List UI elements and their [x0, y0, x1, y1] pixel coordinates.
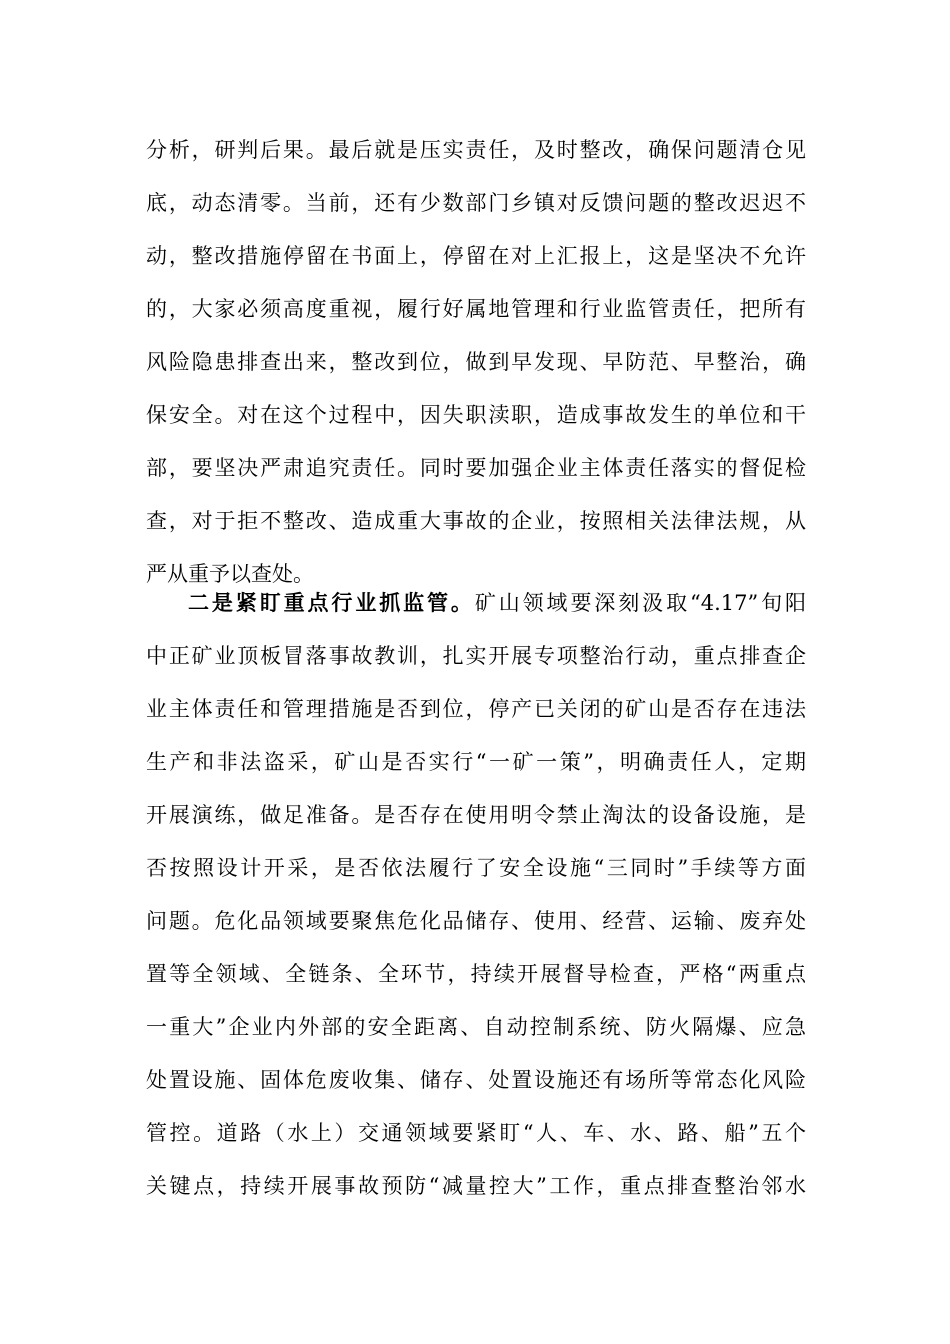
- text-line: 问题。危化品领域要聚焦危化品储存、使用、经营、运输、废弃处: [146, 909, 806, 933]
- text-line: 严从重予以查处。: [146, 562, 314, 586]
- text-line: 管控。道路（水上）交通领域要紧盯“人、车、水、路、船”五个: [146, 1121, 806, 1145]
- paragraph-2: [146, 577, 806, 1213]
- paragraph-1: [146, 124, 806, 601]
- text-line: 生产和非法盗采，矿山是否实行“一矿一策”，明确责任人，定期: [146, 750, 806, 774]
- text-line: 关键点，持续开展事故预防“减量控大”工作，重点排查整治邻水: [146, 1174, 806, 1198]
- text-line: 动，整改措施停留在书面上，停留在对上汇报上，这是坚决不允许: [146, 244, 806, 268]
- section-lead-heading: 二是紧盯重点行业抓监管。: [188, 591, 475, 615]
- text-line-rest: 矿山领域要深刻汲取“4.17”旬阳: [474, 591, 807, 615]
- text-line-first: [146, 577, 806, 630]
- text-line: 一重大”企业内外部的安全距离、自动控制系统、防火隔爆、应急: [146, 1015, 806, 1039]
- text-line: 中正矿业顶板冒落事故教训，扎实开展专项整治行动，重点排查企: [146, 644, 806, 668]
- text-line: 风险隐患排查出来，整改到位，做到早发现、早防范、早整治，确: [146, 350, 806, 374]
- text-line: 保安全。对在这个过程中，因失职渎职，造成事故发生的单位和干: [146, 403, 806, 427]
- text-line: 分析，研判后果。最后就是压实责任，及时整改，确保问题清仓见: [146, 138, 806, 162]
- text-line: 底，动态清零。当前，还有少数部门乡镇对反馈问题的整改迟迟不: [146, 191, 806, 215]
- text-line: 的，大家必须高度重视，履行好属地管理和行业监管责任，把所有: [146, 297, 806, 321]
- text-line: 业主体责任和管理措施是否到位，停产已关闭的矿山是否存在违法: [146, 697, 806, 721]
- text-line: 置等全领域、全链条、全环节，持续开展督导检查，严格“两重点: [146, 962, 806, 986]
- text-line: 处置设施、固体危废收集、储存、处置设施还有场所等常态化风险: [146, 1068, 806, 1092]
- text-line: 部，要坚决严肃追究责任。同时要加强企业主体责任落实的督促检: [146, 456, 806, 480]
- text-line: 查，对于拒不整改、造成重大事故的企业，按照相关法律法规，从: [146, 509, 806, 533]
- text-line: 开展演练，做足准备。是否存在使用明令禁止淘汰的设备设施，是: [146, 803, 806, 827]
- text-line: 否按照设计开采，是否依法履行了安全设施“三同时”手续等方面: [146, 856, 806, 880]
